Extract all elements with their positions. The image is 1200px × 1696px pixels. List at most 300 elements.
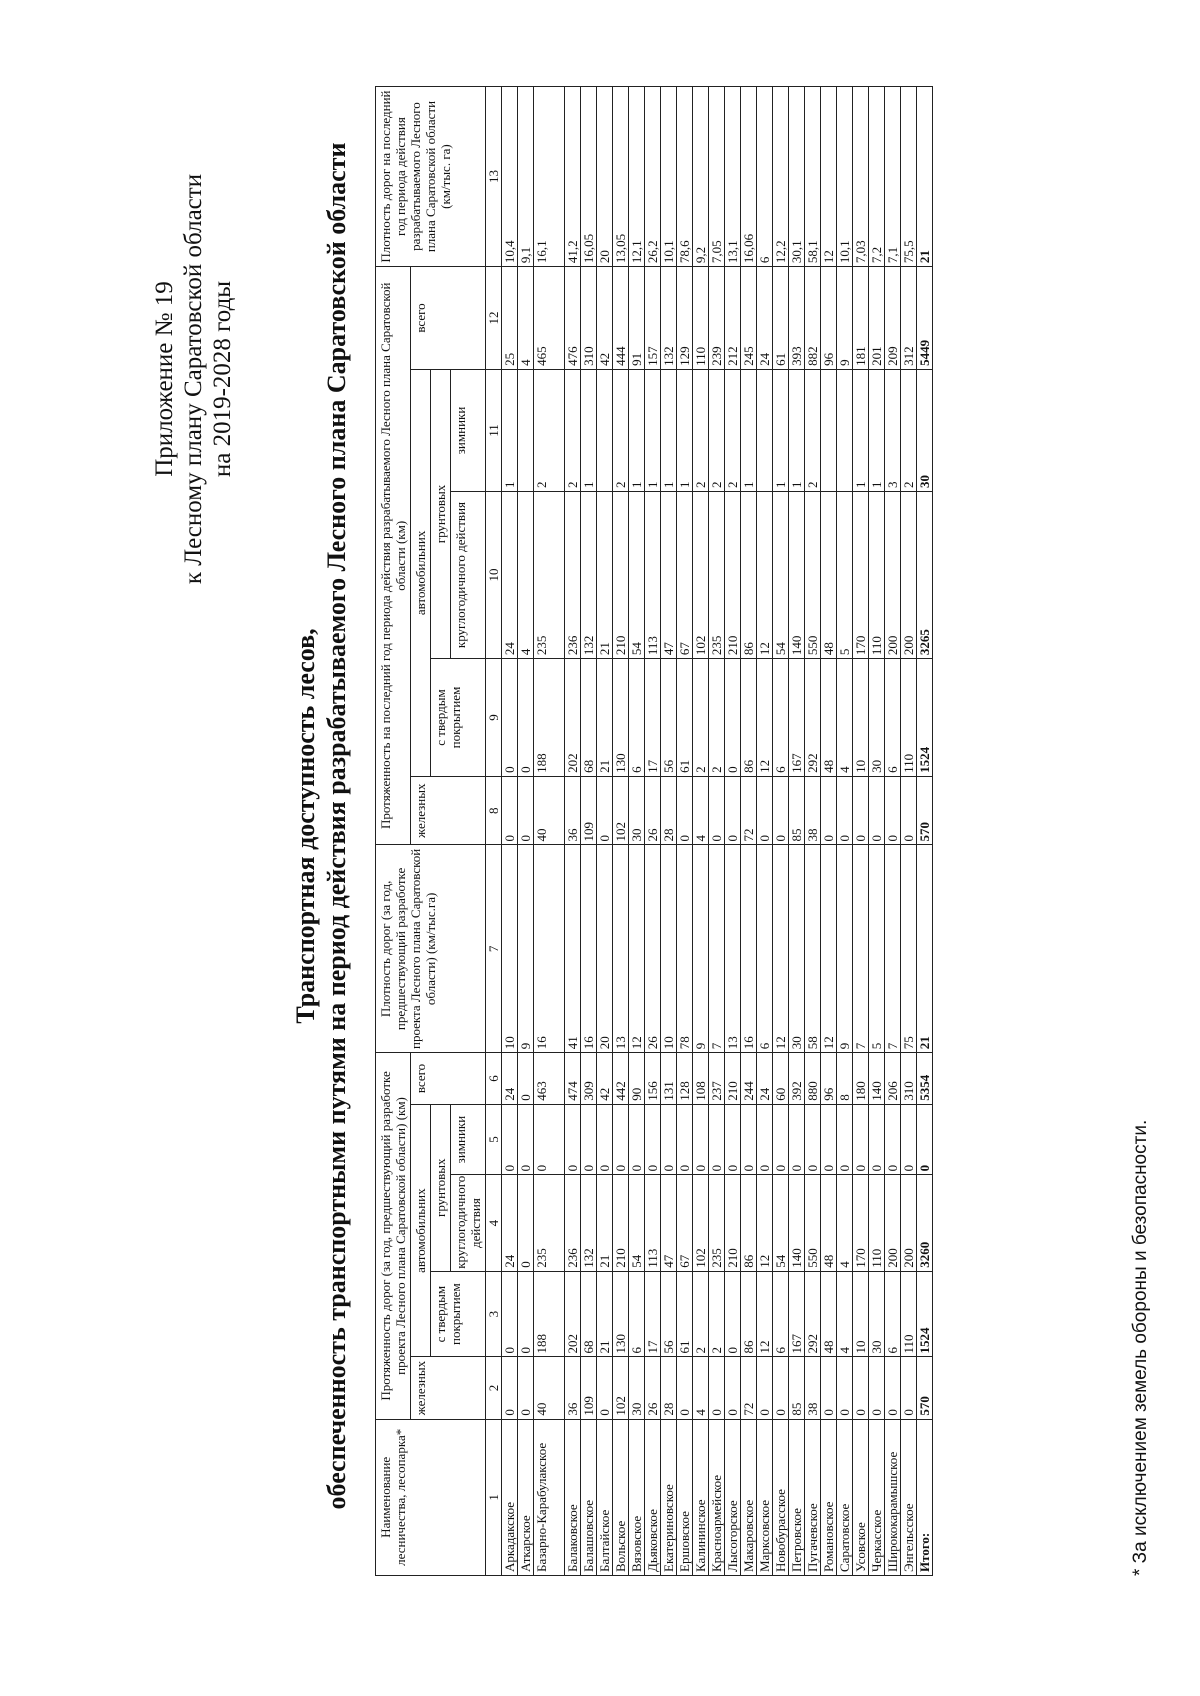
table-cell: 0 — [597, 776, 613, 845]
table-cell: 16 — [534, 845, 565, 1053]
header-winter-last: зимники — [451, 369, 486, 491]
forestry-name: Макаровское — [741, 1419, 757, 1575]
table-row — [645, 87, 661, 1576]
table-cell: 12 — [757, 659, 773, 777]
table-cell: 48 — [821, 1175, 837, 1271]
table-cell: 109 — [581, 776, 597, 845]
table-cell: 0 — [725, 1357, 741, 1419]
title-line-2: обеспеченность транспортными путями на период действия разрабатываемого Лесного плана Саратовской области — [322, 142, 351, 1510]
table-cell: 0 — [805, 1104, 821, 1175]
table-cell: 0 — [597, 1104, 613, 1175]
table-cell: 170 — [853, 492, 869, 659]
table-cell: 550 — [805, 1175, 821, 1271]
table-cell: 202 — [565, 659, 581, 777]
table-cell: 85 — [789, 776, 805, 845]
table-cell: 28 — [661, 1357, 677, 1419]
transport-table — [375, 86, 933, 1576]
table-cell: 30 — [869, 659, 885, 777]
table-cell: 3260 — [917, 1175, 933, 1271]
table-cell: 0 — [837, 776, 853, 845]
table-row — [597, 87, 613, 1576]
table-cell: 140 — [789, 492, 805, 659]
table-cell: 108 — [693, 1053, 709, 1104]
table-cell: 48 — [821, 1271, 837, 1357]
table-cell: 21 — [917, 845, 933, 1053]
table-cell: 210 — [725, 1053, 741, 1104]
table-cell: 1 — [581, 369, 597, 491]
table-cell: 47 — [661, 1175, 677, 1271]
table-cell: 61 — [677, 659, 693, 777]
table-cell: 2 — [805, 369, 821, 491]
table-cell: 61 — [773, 267, 789, 370]
table-cell — [518, 369, 534, 491]
table-cell: 7,05 — [709, 87, 725, 267]
table-row — [869, 87, 885, 1576]
table-cell: 26,2 — [645, 87, 661, 267]
table-row — [757, 87, 773, 1576]
table-cell: 6 — [773, 659, 789, 777]
table-cell: 310 — [901, 1053, 917, 1104]
table-cell: 9 — [693, 845, 709, 1053]
forestry-name: Новобурасское — [773, 1419, 789, 1575]
table-cell: 1 — [645, 369, 661, 491]
table-cell: 0 — [677, 1357, 693, 1419]
table-cell: 47 — [661, 492, 677, 659]
table-cell: 16 — [581, 845, 597, 1053]
table-cell: 56 — [661, 1271, 677, 1357]
table-cell: 236 — [565, 492, 581, 659]
table-cell: 5449 — [917, 267, 933, 370]
table-cell: 12,1 — [629, 87, 645, 267]
table-cell: 102 — [613, 1357, 629, 1419]
table-cell: 0 — [821, 1104, 837, 1175]
table-cell: 30 — [629, 776, 645, 845]
table-cell: 54 — [773, 1175, 789, 1271]
table-cell: 21 — [597, 1175, 613, 1271]
table-cell: 113 — [645, 492, 661, 659]
table-cell: 110 — [869, 492, 885, 659]
table-cell: 21 — [597, 1271, 613, 1357]
table-cell: 24 — [757, 1053, 773, 1104]
table-cell: 0 — [581, 1104, 597, 1175]
table-cell: 0 — [837, 1104, 853, 1175]
table-cell: 442 — [613, 1053, 629, 1104]
table-cell: 4 — [518, 267, 534, 370]
table-cell: 12 — [773, 845, 789, 1053]
table-total-row — [917, 87, 933, 1576]
table-cell: 2 — [565, 369, 581, 491]
table-cell: 42 — [597, 267, 613, 370]
table-cell: 24 — [502, 492, 518, 659]
forestry-name: Аркадакское — [502, 1419, 518, 1575]
table-cell: 393 — [789, 267, 805, 370]
table-cell: 61 — [677, 1271, 693, 1357]
table-cell: 550 — [805, 492, 821, 659]
table-cell: 54 — [773, 492, 789, 659]
table-cell: 0 — [518, 659, 534, 777]
table-cell: 102 — [693, 492, 709, 659]
column-number: 1 — [486, 1419, 502, 1575]
table-cell: 26 — [645, 776, 661, 845]
table-cell: 0 — [869, 1104, 885, 1175]
forestry-name: Марксовское — [757, 1419, 773, 1575]
header-auto-prev: автомобильних — [411, 1104, 431, 1357]
table-cell: 40 — [534, 776, 565, 845]
table-cell: 110 — [901, 1271, 917, 1357]
table-cell: 0 — [773, 1357, 789, 1419]
table-cell: 85 — [789, 1357, 805, 1419]
table-cell: 0 — [773, 776, 789, 845]
table-cell: 9,1 — [518, 87, 534, 267]
table-cell: 2 — [709, 1271, 725, 1357]
column-number: 6 — [486, 1053, 502, 1104]
table-cell: 210 — [613, 492, 629, 659]
table-cell: 0 — [709, 1357, 725, 1419]
table-row — [773, 87, 789, 1576]
table-row — [741, 87, 757, 1576]
table-cell: 21 — [597, 492, 613, 659]
table-cell: 0 — [821, 776, 837, 845]
table-cell: 0 — [853, 1104, 869, 1175]
table-cell: 188 — [534, 1271, 565, 1357]
header-year-round-last: круглогодичного действия — [451, 492, 486, 659]
header-winter-prev: зимники — [451, 1104, 486, 1175]
table-cell: 30 — [917, 369, 933, 491]
table-cell: 13 — [725, 845, 741, 1053]
table-row — [693, 87, 709, 1576]
table-row — [709, 87, 725, 1576]
table-cell: 0 — [518, 1357, 534, 1419]
table-cell: 6 — [757, 87, 773, 267]
table-cell: 235 — [534, 1175, 565, 1271]
table-cell: 28 — [661, 776, 677, 845]
table-cell: 201 — [869, 267, 885, 370]
table-row — [821, 87, 837, 1576]
table-cell: 38 — [805, 1357, 821, 1419]
table-cell: 0 — [869, 1357, 885, 1419]
table-cell: 7 — [853, 845, 869, 1053]
table-cell: 1 — [773, 369, 789, 491]
table-cell: 0 — [741, 1104, 757, 1175]
table-cell: 0 — [757, 776, 773, 845]
table-cell: 25 — [502, 267, 518, 370]
table-cell: 2 — [613, 369, 629, 491]
table-cell: 465 — [534, 267, 565, 370]
table-cell: 96 — [821, 1053, 837, 1104]
table-cell: 4 — [693, 1357, 709, 1419]
table-cell: 30,1 — [789, 87, 805, 267]
table-cell: 0 — [821, 1357, 837, 1419]
table-cell: 0 — [518, 1175, 534, 1271]
table-cell: 56 — [661, 659, 677, 777]
table-cell: 157 — [645, 267, 661, 370]
table-row — [853, 87, 869, 1576]
table-cell: 24 — [757, 267, 773, 370]
table-cell: 110 — [869, 1175, 885, 1271]
table-cell: 1 — [502, 369, 518, 491]
table-cell: 210 — [725, 1175, 741, 1271]
forestry-name: Ершовское — [677, 1419, 693, 1575]
table-cell: 6 — [629, 659, 645, 777]
forestry-name: Балтайское — [597, 1419, 613, 1575]
appendix-header — [150, 99, 237, 659]
table-cell: 9,2 — [693, 87, 709, 267]
table-cell: 0 — [725, 659, 741, 777]
table-row — [725, 87, 741, 1576]
header-last-group: Протяженность на последний год периода действия разрабатываемого Лесного плана Саратовской области (км) — [376, 267, 411, 845]
table-cell — [597, 369, 613, 491]
table-cell: 236 — [565, 1175, 581, 1271]
column-number: 3 — [486, 1271, 502, 1357]
table-cell: 131 — [661, 1053, 677, 1104]
table-cell: 17 — [645, 1271, 661, 1357]
column-number: 13 — [486, 87, 502, 267]
table-cell: 0 — [613, 1104, 629, 1175]
table-cell: 6 — [629, 1271, 645, 1357]
table-cell: 48 — [821, 659, 837, 777]
table-cell: 4 — [837, 1271, 853, 1357]
table-cell: 2 — [709, 369, 725, 491]
appendix-line-2: к Лесному плану Саратовской области — [180, 173, 207, 585]
table-cell: 244 — [741, 1053, 757, 1104]
table-cell: 30 — [789, 845, 805, 1053]
table-cell: 5 — [869, 845, 885, 1053]
table-cell: 10 — [853, 659, 869, 777]
header-density-prev: Плотность дорог (за год, предшествующий разработке проекта Лесного плана Саратовской области) (км/тыс.га) — [376, 845, 486, 1053]
table-cell: 188 — [534, 659, 565, 777]
column-number: 11 — [486, 369, 502, 491]
table-cell: 110 — [901, 659, 917, 777]
table-cell: 200 — [885, 1175, 901, 1271]
forestry-name: Романовское — [821, 1419, 837, 1575]
table-cell: 0 — [518, 1271, 534, 1357]
forestry-name: Итого: — [917, 1419, 933, 1575]
table-cell: 30 — [629, 1357, 645, 1419]
table-cell: 12 — [757, 1271, 773, 1357]
forestry-name: Балашовское — [581, 1419, 597, 1575]
table-cell: 0 — [725, 1271, 741, 1357]
table-cell: 0 — [693, 1104, 709, 1175]
table-cell: 0 — [502, 776, 518, 845]
table-cell: 58,1 — [805, 87, 821, 267]
table-cell: 41,2 — [565, 87, 581, 267]
table-cell: 129 — [677, 267, 693, 370]
table-cell: 26 — [645, 845, 661, 1053]
table-cell: 41 — [565, 845, 581, 1053]
table-cell: 0 — [901, 1104, 917, 1175]
table-cell: 140 — [789, 1175, 805, 1271]
table-cell: 180 — [853, 1053, 869, 1104]
table-cell: 245 — [741, 267, 757, 370]
column-number: 9 — [486, 659, 502, 777]
table-cell: 42 — [597, 1053, 613, 1104]
table-cell: 132 — [581, 1175, 597, 1271]
table-cell: 110 — [693, 267, 709, 370]
table-cell: 26 — [645, 1357, 661, 1419]
table-row — [613, 87, 629, 1576]
table-row — [534, 87, 565, 1576]
table-cell: 3 — [885, 369, 901, 491]
table-cell: 2 — [709, 659, 725, 777]
table-cell: 10,4 — [502, 87, 518, 267]
table-cell: 12 — [757, 492, 773, 659]
table-cell: 16,1 — [534, 87, 565, 267]
table-cell: 68 — [581, 659, 597, 777]
table-cell: 8 — [837, 1053, 853, 1104]
table-cell: 102 — [613, 776, 629, 845]
table-cell: 0 — [757, 1104, 773, 1175]
table-cell: 1 — [853, 369, 869, 491]
table-cell: 0 — [709, 776, 725, 845]
header-rail-last: железных — [411, 776, 486, 845]
table-cell: 20 — [597, 87, 613, 267]
table-cell: 181 — [853, 267, 869, 370]
table-cell: 200 — [901, 1175, 917, 1271]
table-cell: 96 — [821, 267, 837, 370]
header-total-prev: всего — [411, 1053, 486, 1104]
table-cell: 6 — [757, 845, 773, 1053]
column-number: 5 — [486, 1104, 502, 1175]
table-cell: 9 — [837, 845, 853, 1053]
table-cell: 209 — [885, 267, 901, 370]
header-dirt-prev: грунтовых — [431, 1104, 451, 1271]
document-title — [290, 76, 352, 1576]
table-cell: 67 — [677, 492, 693, 659]
table-cell: 21 — [597, 659, 613, 777]
table-cell: 38 — [805, 776, 821, 845]
table-cell: 0 — [518, 1053, 534, 1104]
table-cell: 1 — [869, 369, 885, 491]
table-cell: 237 — [709, 1053, 725, 1104]
table-cell: 132 — [661, 267, 677, 370]
table-cell: 109 — [581, 1357, 597, 1419]
table-cell: 0 — [661, 1104, 677, 1175]
forestry-name: Саратовское — [837, 1419, 853, 1575]
table-cell: 12 — [629, 845, 645, 1053]
table-cell: 235 — [709, 1175, 725, 1271]
table-cell: 10 — [853, 1271, 869, 1357]
table-cell: 86 — [741, 659, 757, 777]
table-cell: 10 — [661, 845, 677, 1053]
forestry-name: Базарно-Карабулакское — [534, 1419, 565, 1575]
table-cell: 91 — [629, 267, 645, 370]
table-cell: 7,03 — [853, 87, 869, 267]
table-cell: 0 — [885, 1104, 901, 1175]
forestry-name: Вязовское — [629, 1419, 645, 1575]
table-cell: 132 — [581, 492, 597, 659]
table-cell: 0 — [597, 1357, 613, 1419]
appendix-line-1: Приложение № 19 — [151, 281, 178, 477]
table-cell: 0 — [885, 776, 901, 845]
table-cell: 68 — [581, 1271, 597, 1357]
table-cell: 86 — [741, 492, 757, 659]
table-cell: 78 — [677, 845, 693, 1053]
table-cell: 48 — [821, 492, 837, 659]
header-prev-group: Протяженность дорог (за год, предшествующий разработке проекта Лесного плана Саратовской области) (км) — [376, 1053, 411, 1419]
table-cell: 72 — [741, 1357, 757, 1419]
table-cell: 90 — [629, 1053, 645, 1104]
table-cell: 0 — [502, 1357, 518, 1419]
table-cell: 36 — [565, 1357, 581, 1419]
table-cell: 0 — [917, 1104, 933, 1175]
table-cell: 309 — [581, 1053, 597, 1104]
column-number: 8 — [486, 776, 502, 845]
table-cell: 239 — [709, 267, 725, 370]
forestry-name: Аткарское — [518, 1419, 534, 1575]
table-cell: 0 — [565, 1104, 581, 1175]
table-row — [805, 87, 821, 1576]
header-paved-last: с твердым покрытием — [431, 659, 486, 777]
table-cell: 21 — [917, 87, 933, 267]
table-cell: 392 — [789, 1053, 805, 1104]
table-cell: 463 — [534, 1053, 565, 1104]
table-cell: 292 — [805, 1271, 821, 1357]
table-cell: 0 — [757, 1357, 773, 1419]
table-cell: 0 — [709, 1104, 725, 1175]
table-cell: 9 — [837, 267, 853, 370]
table-cell: 0 — [869, 776, 885, 845]
table-cell: 58 — [805, 845, 821, 1053]
table-cell: 167 — [789, 659, 805, 777]
table-cell: 1 — [629, 369, 645, 491]
table-cell: 0 — [502, 659, 518, 777]
table-cell: 235 — [709, 492, 725, 659]
table-cell — [757, 369, 773, 491]
table-cell — [821, 369, 837, 491]
table-cell — [837, 369, 853, 491]
table-row — [885, 87, 901, 1576]
forestry-name: Энгельсское — [901, 1419, 917, 1575]
table-cell: 0 — [725, 776, 741, 845]
column-number: 2 — [486, 1357, 502, 1419]
table-cell: 75,5 — [901, 87, 917, 267]
forestry-name: Лысогорское — [725, 1419, 741, 1575]
table-cell: 30 — [869, 1271, 885, 1357]
table-cell: 1524 — [917, 659, 933, 777]
table-cell: 36 — [565, 776, 581, 845]
table-cell: 1 — [741, 369, 757, 491]
table-cell: 6 — [885, 659, 901, 777]
table-cell: 24 — [502, 1175, 518, 1271]
table-cell: 140 — [869, 1053, 885, 1104]
table-row — [661, 87, 677, 1576]
table-cell: 2 — [693, 659, 709, 777]
table-cell: 0 — [502, 1271, 518, 1357]
table-cell: 10 — [502, 845, 518, 1053]
table-cell: 24 — [502, 1053, 518, 1104]
table-cell: 6 — [885, 1271, 901, 1357]
table-cell: 75 — [901, 845, 917, 1053]
table-cell: 0 — [677, 776, 693, 845]
table-cell: 200 — [885, 492, 901, 659]
table-cell: 16 — [741, 845, 757, 1053]
header-auto-last: автомобильних — [411, 369, 431, 776]
table-cell: 7,1 — [885, 87, 901, 267]
table-cell: 54 — [629, 492, 645, 659]
table-cell: 476 — [565, 267, 581, 370]
table-cell: 54 — [629, 1175, 645, 1271]
table-cell: 474 — [565, 1053, 581, 1104]
table-cell: 2 — [725, 369, 741, 491]
table-cell: 0 — [773, 1104, 789, 1175]
appendix-line-3: на 2019-2028 годы — [209, 280, 236, 478]
header-total-last: всего — [411, 267, 486, 370]
table-cell: 312 — [901, 267, 917, 370]
table-cell: 113 — [645, 1175, 661, 1271]
table-cell: 0 — [901, 776, 917, 845]
table-cell: 13 — [613, 845, 629, 1053]
table-row — [837, 87, 853, 1576]
